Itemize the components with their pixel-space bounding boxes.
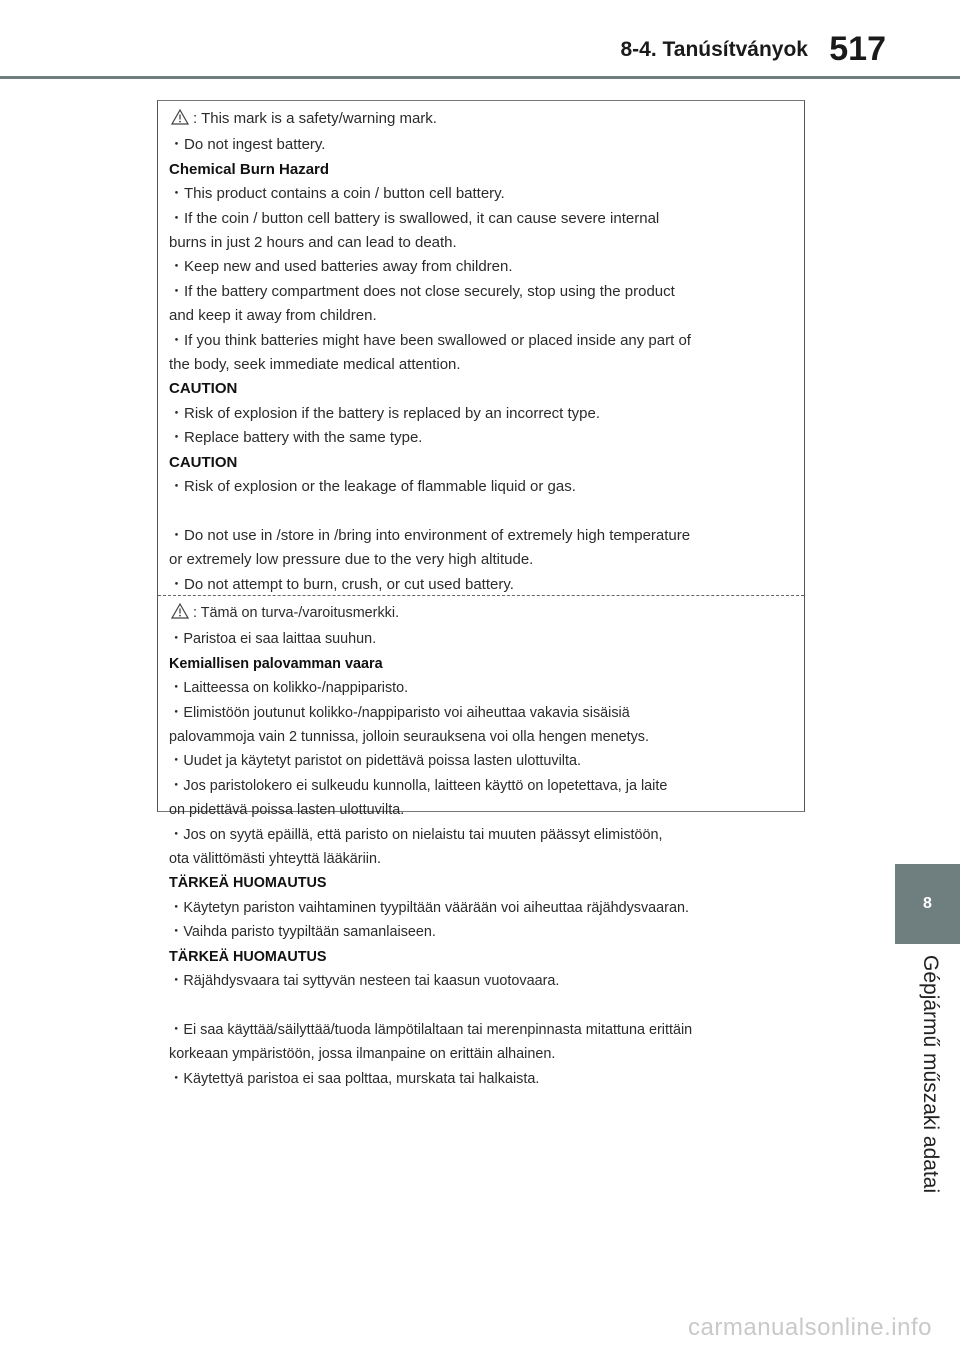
notice-line <box>169 107 797 133</box>
notice-text: ・Jos paristolokero ei sulkeudu kunnolla, laitteen käyttö on lopetettava, ja laite <box>169 777 668 794</box>
battery-notice-box <box>157 100 805 1087</box>
notice-line <box>169 133 797 157</box>
notice-text: ・Jos on syytä epäillä, että paristo on nielaistu tai muuten päässyt elimistöön, <box>169 826 663 843</box>
notice-line <box>169 1042 797 1066</box>
notice-text: ・If the battery compartment does not close securely, stop using the product <box>169 282 675 300</box>
notice-line <box>169 676 797 700</box>
notice-line <box>169 725 797 749</box>
notice-text: burns in just 2 hours and can lead to death. <box>169 234 457 252</box>
notice-text: ・Risk of explosion if the battery is replaced by an incorrect type. <box>169 404 601 422</box>
notice-line <box>169 920 797 944</box>
notice-line <box>169 280 797 304</box>
notice-text: CAUTION <box>169 453 238 471</box>
notice-text: ・Uudet ja käytetyt paristot on pidettävä poissa lasten ulottuvilta. <box>169 753 581 770</box>
watermark: carmanualsonline.info <box>688 1314 932 1341</box>
notice-line <box>169 158 797 182</box>
notice-line <box>169 451 797 475</box>
notice-line <box>169 255 797 279</box>
notice-text: ・Elimistöön joutunut kolikko-/nappiparisto voi aiheuttaa vakavia sisäisiä <box>169 704 630 721</box>
notice-line <box>169 353 797 377</box>
notice-text: ・Ei saa käyttää/säilyttää/tuoda lämpötilaltaan tai merenpinnasta mitattuna erittäin <box>169 1021 693 1038</box>
notice-line <box>169 377 797 401</box>
chapter-tab[interactable] <box>895 864 960 944</box>
notice-line <box>169 475 797 499</box>
chapter-side-title <box>912 955 948 1215</box>
notice-line <box>169 749 797 773</box>
notice-text: or extremely low pressure due to the very high altitude. <box>169 551 534 569</box>
notice-line <box>169 1018 797 1042</box>
notice-line <box>169 994 797 1018</box>
notice-text: ・Paristoa ei saa laittaa suuhun. <box>169 631 377 648</box>
notice-text: ・Käytettyä paristoa ei saa polttaa, murskata tai halkaista. <box>169 1070 540 1087</box>
notice-line <box>169 945 797 969</box>
notice-text: ・Käytetyn pariston vaihtaminen tyypiltään väärään voi aiheuttaa räjähdysvaaran. <box>169 899 689 916</box>
notice-text: ・If you think batteries might have been swallowed or placed inside any part of <box>169 331 691 349</box>
notice-text: ・Vaihda paristo tyypiltään samanlaiseen. <box>169 924 436 941</box>
notice-text: TÄRKEÄ HUOMAUTUS <box>169 875 327 892</box>
finnish-notice <box>169 601 797 1091</box>
notice-text: ・Do not attempt to burn, crush, or cut used battery. <box>169 575 514 593</box>
chapter-title: Gépjármű műszaki adatai <box>919 955 942 1194</box>
notice-text: Chemical Burn Hazard <box>169 160 330 178</box>
notice-line <box>169 798 797 822</box>
chapter-number: 8 <box>923 895 932 912</box>
warning-triangle-icon <box>171 109 189 133</box>
section-divider <box>158 595 804 596</box>
notice-line <box>169 402 797 426</box>
english-notice <box>169 107 797 597</box>
notice-line <box>169 847 797 871</box>
notice-text: TÄRKEÄ HUOMAUTUS <box>169 948 327 965</box>
notice-text: ・If the coin / button cell battery is swallowed, it can cause severe internal <box>169 209 660 227</box>
notice-text: ota välittömästi yhteyttä lääkäriin. <box>169 851 381 868</box>
notice-line <box>169 426 797 450</box>
notice-text: Kemiallisen palovamman vaara <box>169 655 383 672</box>
notice-text: on pidettävä poissa lasten ulottuvilta. <box>169 802 405 819</box>
notice-line <box>169 774 797 798</box>
notice-text: ・This product contains a coin / button cell battery. <box>169 185 505 203</box>
notice-text: ・Keep new and used batteries away from children. <box>169 258 513 276</box>
notice-line <box>169 823 797 847</box>
notice-line <box>169 601 797 627</box>
notice-line <box>169 231 797 255</box>
notice-text: ・Replace battery with the same type. <box>169 429 423 447</box>
notice-line <box>169 969 797 993</box>
notice-text: ・Räjähdysvaara tai syttyvän nesteen tai kaasun vuotovaara. <box>169 973 560 990</box>
notice-line <box>169 701 797 725</box>
notice-line <box>169 329 797 353</box>
section-title: 8-4. Tanúsítványok <box>620 38 808 61</box>
notice-text: ・Risk of explosion or the leakage of flammable liquid or gas. <box>169 478 576 496</box>
notice-line <box>169 1067 797 1091</box>
notice-text: the body, seek immediate medical attention. <box>169 356 461 374</box>
notice-text: ・Laitteessa on kolikko-/nappiparisto. <box>169 680 409 697</box>
page-number: 517 <box>829 30 886 68</box>
notice-text: ・Do not ingest battery. <box>169 136 326 154</box>
notice-line <box>169 627 797 651</box>
notice-text: and keep it away from children. <box>169 307 377 325</box>
warning-triangle-icon <box>171 603 189 627</box>
notice-text: CAUTION <box>169 380 238 398</box>
notice-text: : Tämä on turva-/varoitusmerkki. <box>193 605 400 621</box>
notice-line <box>169 573 797 597</box>
notice-line <box>169 524 797 548</box>
notice-text: palovammoja vain 2 tunnissa, jolloin seurauksena voi olla hengen menetys. <box>169 729 649 746</box>
notice-line <box>169 896 797 920</box>
notice-line <box>169 548 797 572</box>
header-rule <box>0 76 960 79</box>
notice-line <box>169 304 797 328</box>
notice-line <box>169 871 797 895</box>
notice-line <box>169 182 797 206</box>
notice-text: : This mark is a safety/warning mark. <box>193 110 437 127</box>
notice-line <box>169 500 797 524</box>
notice-text: korkeaan ympäristöön, jossa ilmanpaine on erittäin alhainen. <box>169 1046 556 1063</box>
notice-text: ・Do not use in /store in /bring into environment of extremely high temperature <box>169 526 691 544</box>
notice-line <box>169 652 797 676</box>
notice-line <box>169 207 797 231</box>
